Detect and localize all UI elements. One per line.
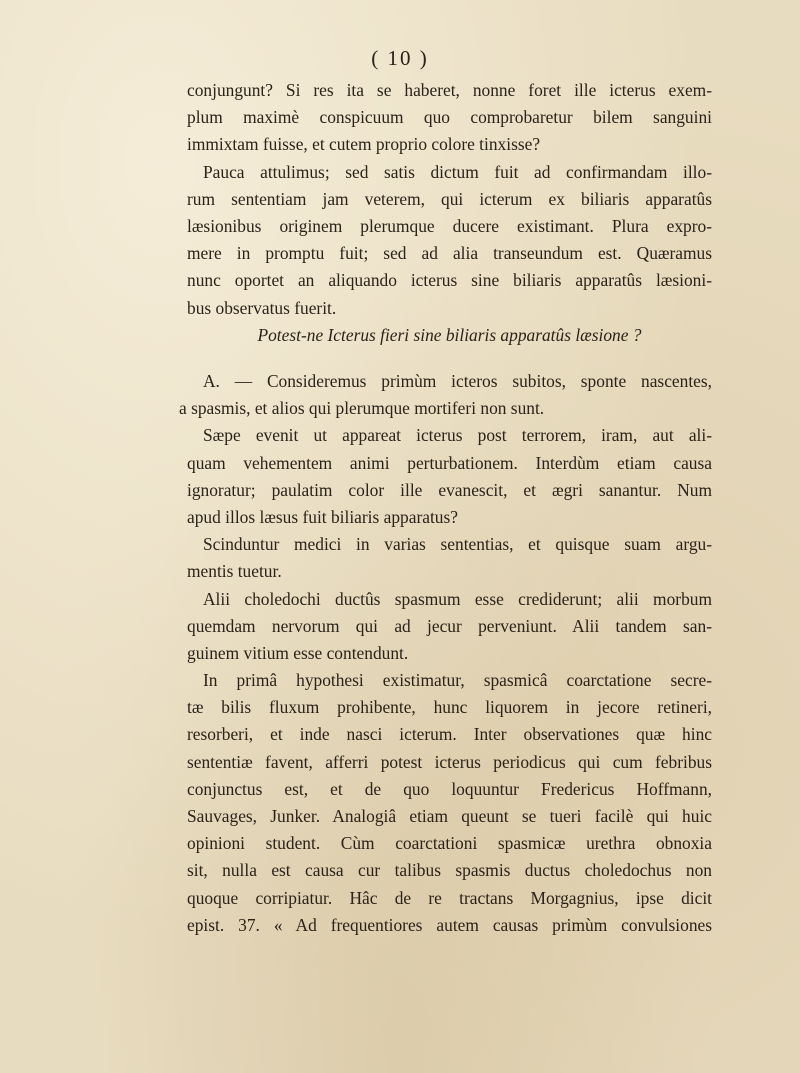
text-line: rum sententiam jam veterem, qui icterum ex biliaris apparatûs — [187, 188, 712, 209]
text-line: ignoratur; paulatim color ille evanescit, et ægri sanantur. Num — [187, 479, 712, 500]
text-line: Sæpe evenit ut appareat icterus post terrorem, iram, aut ali- — [203, 425, 712, 446]
text-line: Pauca attulimus; sed satis dictum fuit ad confirmandam illo- — [203, 161, 712, 182]
text-line: Alii choledochi ductûs spasmum esse crediderunt; alii morbum — [203, 588, 712, 609]
text-line: guinem vitium esse contendunt. — [187, 642, 409, 663]
text-line: læsionibus originem plerumque ducere existimant. Plura expro- — [187, 215, 712, 236]
text-line: tæ bilis fluxum prohibente, hunc liquorem in jecore retineri, — [187, 697, 712, 718]
text-line: Sauvages, Junker. Analogiâ etiam queunt se tueri facilè qui huic — [187, 806, 712, 826]
text-line: mere in promptu fuit; sed ad alia transeundum est. Quæramus — [187, 243, 712, 264]
text-line: quoque corripiatur. Hâc de re tractans Morgagnius, ipse dicit — [187, 887, 712, 908]
text-line: In primâ hypothesi existimatur, spasmicâ coarctatione secre- — [203, 670, 712, 691]
text-block-upper — [187, 77, 712, 322]
section-heading: Potest-ne Icterus fieri sine biliaris apparatûs læsione ? — [257, 325, 642, 345]
page-number: ( 10 ) — [371, 46, 429, 70]
text-line: a spasmis, et alios qui plerumque mortiferi non sunt. — [179, 398, 545, 419]
text-line: conjunctus est, et de quo loquuntur Fredericus Hoffmann, — [187, 778, 712, 799]
text-line: apud illos læsus fuit biliaris apparatus? — [187, 506, 458, 527]
text-line: sententiæ favent, afferri potest icterus periodicus qui cum febribus — [187, 751, 712, 772]
text-line: bus observatus fuerit. — [187, 297, 337, 318]
text-line: quam vehementem animi perturbationem. Interdùm etiam causa — [187, 452, 712, 473]
text-line: epist. 37. « Ad frequentiores autem causas primùm convulsiones — [187, 914, 712, 935]
text-block-lower — [179, 368, 712, 939]
text-line: mentis tuetur. — [187, 561, 282, 582]
text-line: quemdam nervorum qui ad jecur perveniunt. Alii tandem san- — [187, 615, 712, 636]
text-line: conjungunt? Si res ita se haberet, nonne foret ille icterus exem- — [187, 80, 712, 100]
text-line: Scinduntur medici in varias sententias, et quisque suam argu- — [203, 534, 712, 555]
text-line: A. — Consideremus primùm icteros subitos, sponte nascentes, — [203, 371, 712, 391]
text-line: opinioni student. Cùm coarctationi spasmicæ urethra obnoxia — [187, 833, 712, 854]
text-line: immixtam fuisse, et cutem proprio colore tinxisse? — [187, 134, 541, 155]
text-line: plum maximè conspicuum quo comprobaretur bilem sanguini — [187, 107, 712, 128]
text-line: nunc oportet an aliquando icterus sine biliaris apparatûs læsioni- — [187, 270, 712, 291]
text-line: resorberi, et inde nasci icterum. Inter observationes quæ hinc — [187, 724, 712, 745]
text-line: sit, nulla est causa cur talibus spasmis ductus choledochus non — [187, 860, 712, 881]
